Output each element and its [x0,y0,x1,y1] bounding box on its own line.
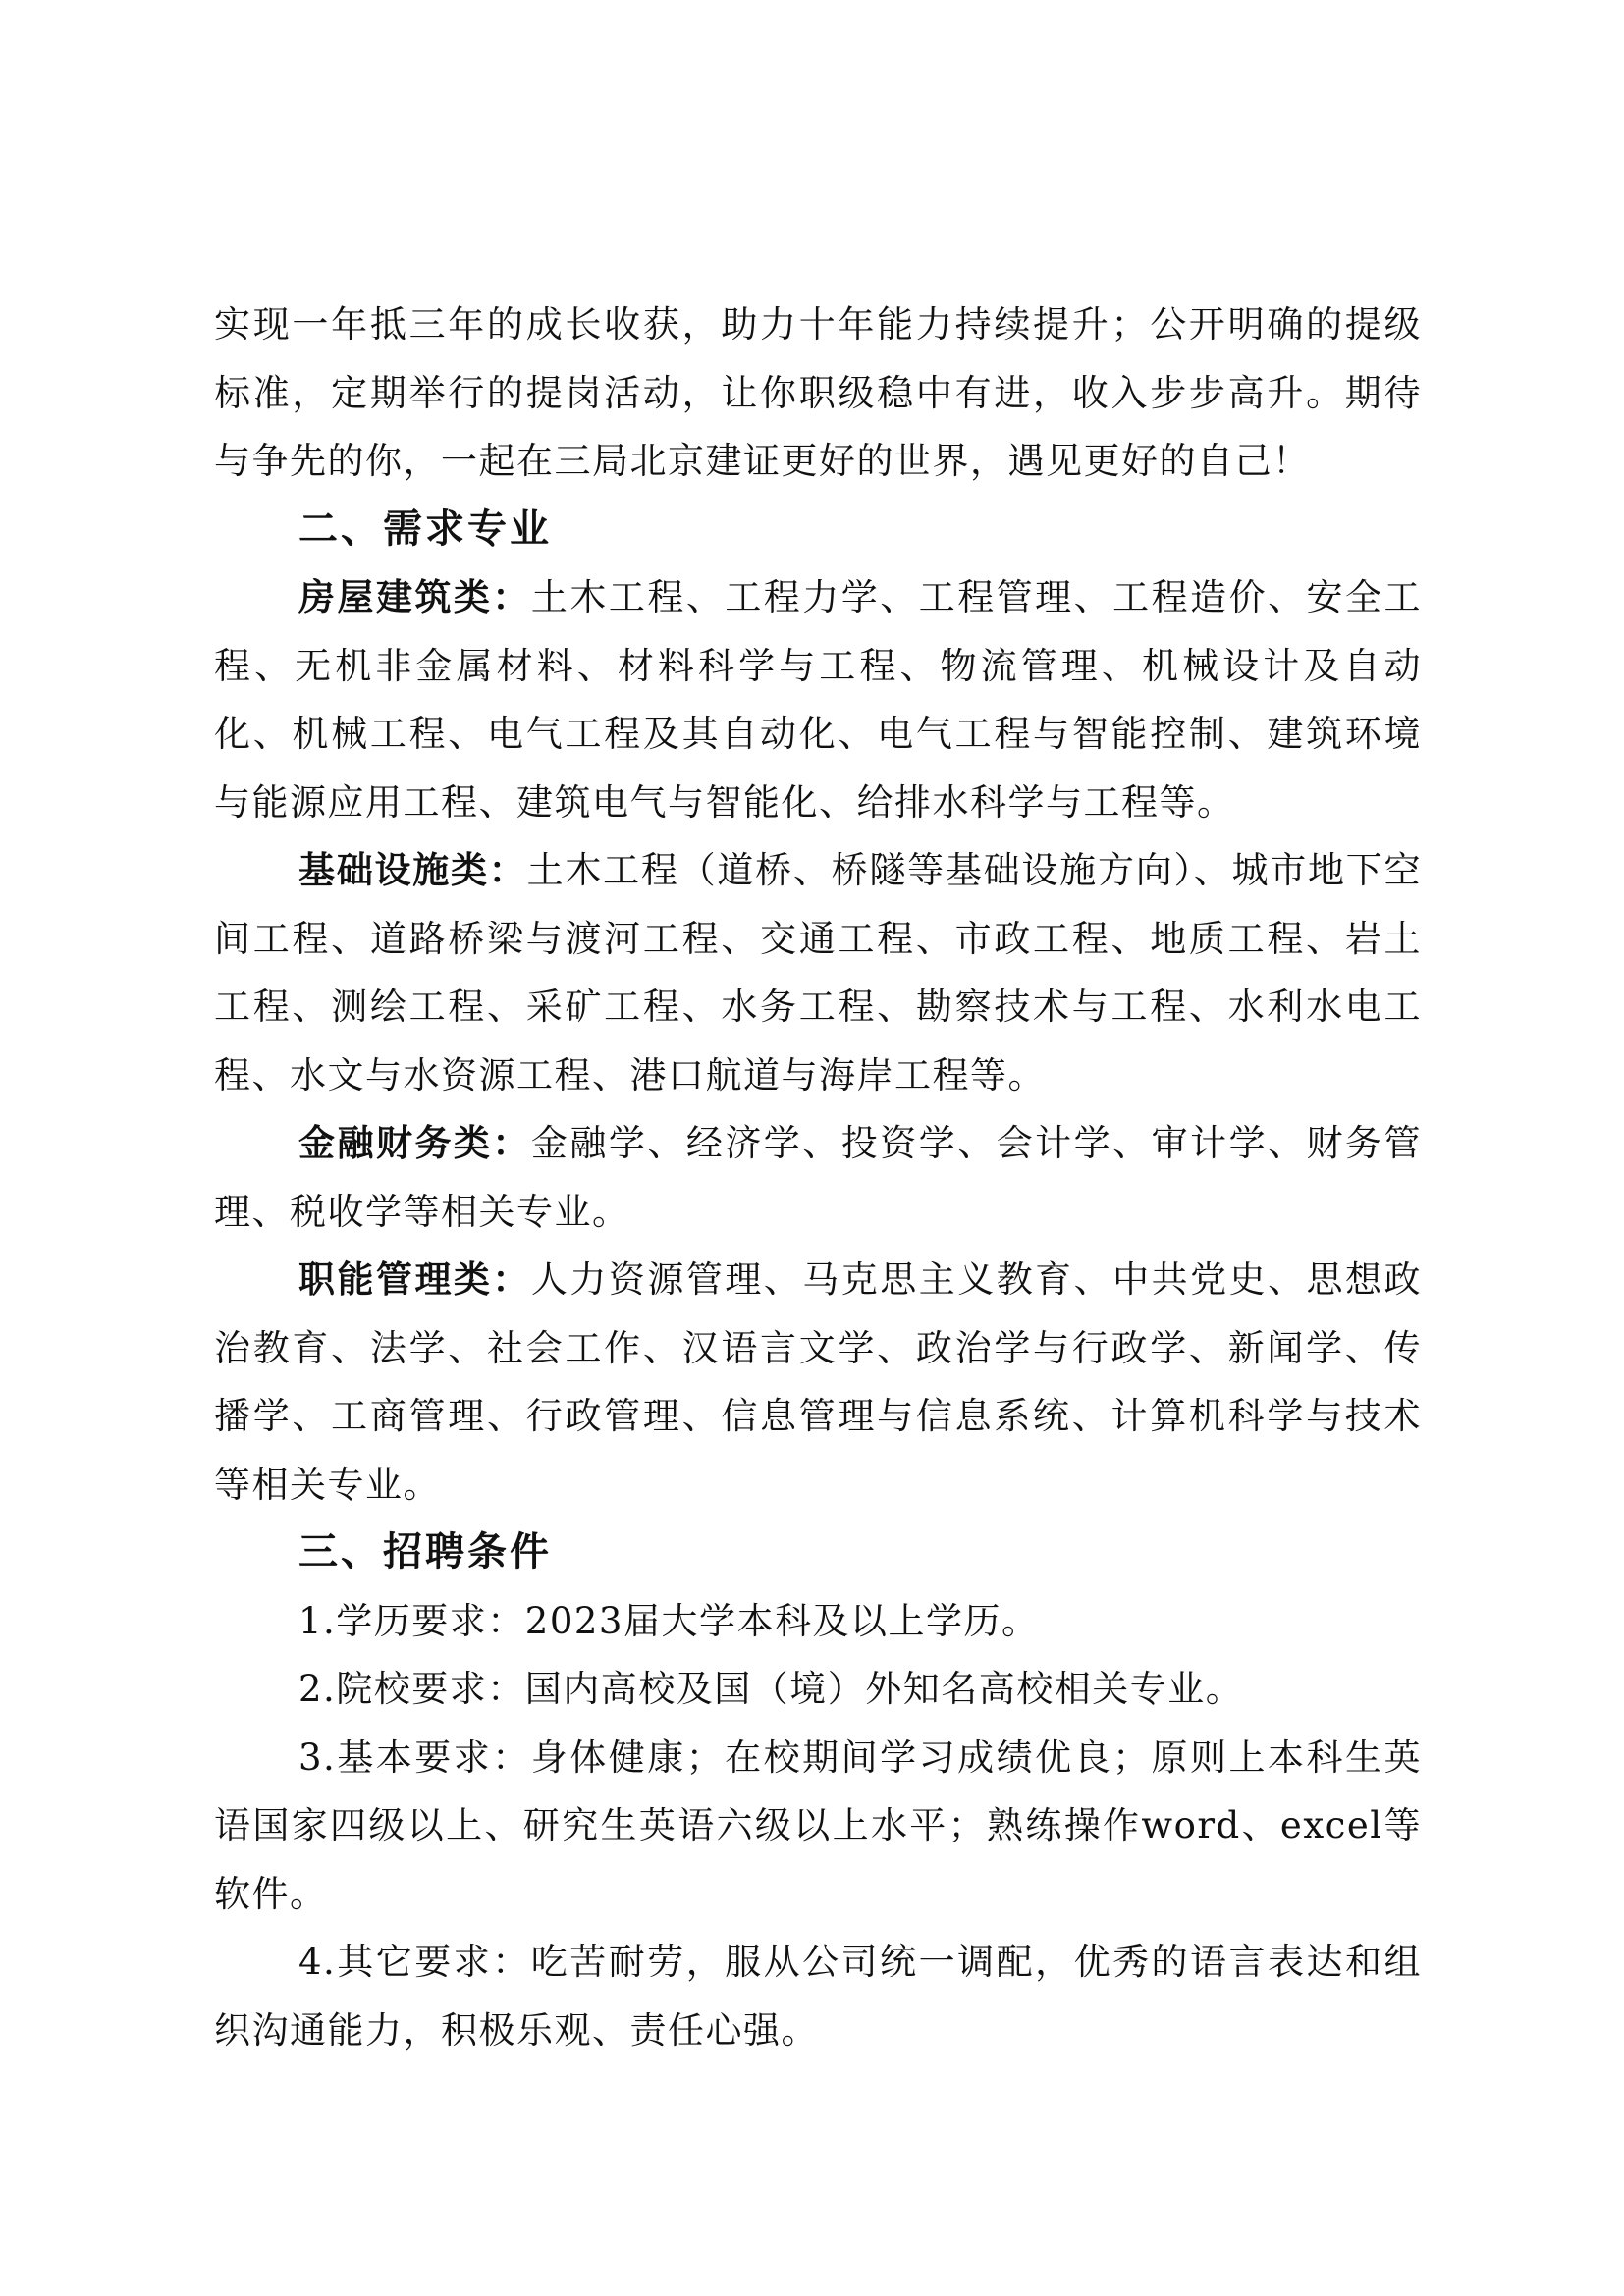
majors-building-text: 土木工程、工程力学、工程管理、工程造价、安全工程、无机非金属材料、材料科学与工程、物流管理、机械设计及自动化、机械工程、电气工程及其自动化、电气工程与智能控制、建筑环境与能源应用工程、建筑电气与智能化、给排水科学与工程等。 [214,576,1423,824]
section-heading-majors: 二、需求专业 [298,506,552,552]
majors-finance [214,1109,1422,1246]
majors-finance-label: 金融财务类： [298,1122,531,1164]
majors-finance-text: 金融学、经济学、投资学、会计学、审计学、财务管理、税收学等相关专业。 [214,1122,1423,1233]
requirement-education: 1.学历要求：2023届大学本科及以上学历。 [298,1599,1040,1642]
majors-management-label: 职能管理类： [298,1258,531,1301]
majors-infrastructure [214,836,1422,1109]
intro-paragraph: 实现一年抵三年的成长收获，助力十年能力持续提升；公开明确的提级标准，定期举行的提岗活动，让你职级稳中有进，收入步步高升。期待与争先的你，一起在三局北京建证更好的世界，遇见更好的自己！ [214,303,1422,482]
majors-building [214,563,1422,836]
section-heading-requirements: 三、招聘条件 [298,1529,552,1575]
majors-management [214,1246,1422,1519]
document-page [214,291,1422,2064]
majors-building-label: 房屋建筑类： [298,576,531,618]
requirement-other: 4.其它要求：吃苦耐劳，服从公司统一调配，优秀的语言表达和组织沟通能力，积极乐观、责任心强。 [214,1941,1422,2052]
requirement-school: 2.院校要求：国内高校及国（境）外知名高校相关专业。 [298,1668,1244,1710]
majors-infrastructure-label: 基础设施类： [298,849,527,891]
majors-infrastructure-text: 土木工程（道桥、桥隧等基础设施方向）、城市地下空间工程、道路桥梁与渡河工程、交通工程、市政工程、地质工程、岩土工程、测绘工程、采矿工程、水务工程、勘察技术与工程、水利水电工程、水文与水资源工程、港口航道与海岸工程等。 [214,849,1423,1096]
majors-management-text: 人力资源管理、马克思主义教育、中共党史、思想政治教育、法学、社会工作、汉语言文学、政治学与行政学、新闻学、传播学、工商管理、行政管理、信息管理与信息系统、计算机科学与技术等相关专业。 [214,1258,1423,1506]
requirement-basic: 3.基本要求：身体健康；在校期间学习成绩优良；原则上本科生英语国家四级以上、研究生英语六级以上水平；熟练操作word、excel等软件。 [214,1735,1422,1915]
